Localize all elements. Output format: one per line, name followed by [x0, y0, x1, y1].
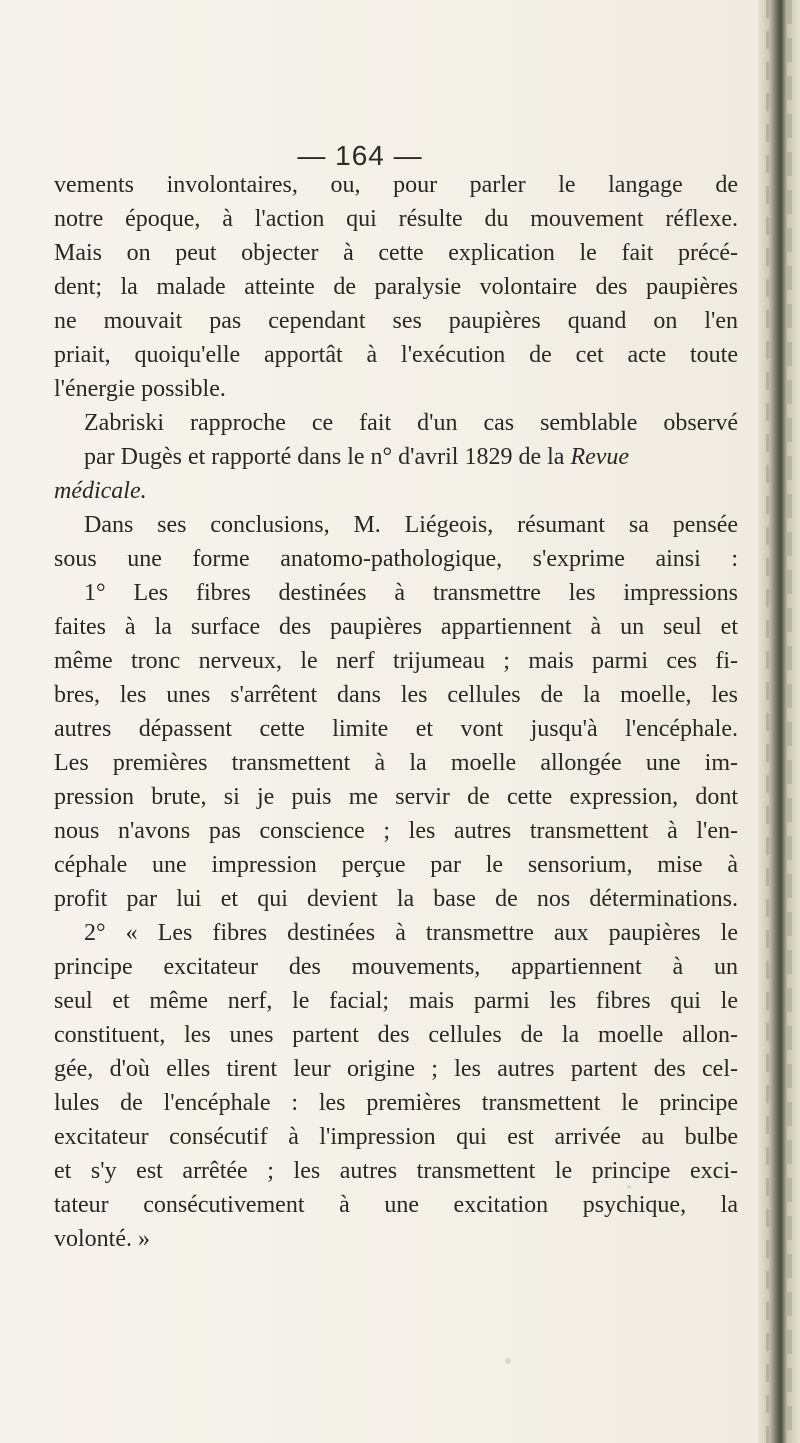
text-line: constituent, les unes partent des cellules de la moelle allon- [54, 1022, 738, 1048]
text-line: profit par lui et qui devient la base de nos déterminations. [54, 886, 738, 912]
text-line: notre époque, à l'action qui résulte du mouvement réflexe. [54, 206, 738, 232]
text-line: seul et même nerf, le facial; mais parmi les fibres qui le [54, 988, 738, 1014]
text-line: céphale une impression perçue par le sensorium, mise à [54, 852, 738, 878]
text-line: l'énergie possible. [54, 376, 226, 402]
paper-spot [505, 1358, 511, 1364]
text-line: Les premières transmettent à la moelle allongée une im- [54, 750, 738, 776]
text-line [84, 442, 688, 473]
text-line: et s'y est arrêtée ; les autres transmettent le principe exci- [54, 1158, 738, 1184]
text-line: excitateur consécutif à l'impression qui est arrivée au bulbe [54, 1124, 738, 1150]
text-line: tateur consécutivement à une excitation psychique, la [54, 1192, 738, 1218]
journal-title: Revue [570, 444, 630, 470]
text-line: nous n'avons pas conscience ; les autres transmettent à l'en- [54, 818, 738, 844]
text-line: Mais on peut objecter à cette explication le fait précé- [54, 240, 738, 266]
text-line: gée, d'où elles tirent leur origine ; les autres partent des cel- [54, 1056, 738, 1082]
text-line: bres, les unes s'arrêtent dans les cellules de la moelle, les [54, 682, 738, 708]
text-line: ne mouvait pas cependant ses paupières quand on l'en [54, 308, 738, 334]
page-number: — 164 — [297, 140, 423, 171]
text-line: Dans ses conclusions, M. Liégeois, résumant sa pensée [84, 512, 738, 538]
text-line: faites à la surface des paupières appartiennent à un seul et [54, 614, 738, 640]
page-binding-edge [758, 0, 800, 1443]
text-line: priait, quoiqu'elle apportât à l'exécution de cet acte toute [54, 342, 738, 368]
text-line: volonté. » [54, 1226, 150, 1252]
text-line: lules de l'encéphale : les premières transmettent le principe [54, 1090, 738, 1116]
text-line: vements involontaires, ou, pour parler le langage de [54, 172, 738, 198]
text-segment: par Dugès et rapporté dans le n° d'avril 1829 de la [84, 444, 565, 470]
journal-title-continued: médicale. [54, 478, 147, 504]
text-line: Zabriski rapproche ce fait d'un cas semblable observé [84, 410, 738, 436]
text-line: autres dépassent cette limite et vont jusqu'à l'encéphale. [54, 716, 738, 742]
paper-spot [627, 1185, 631, 1189]
text-line: 2° « Les fibres destinées à transmettre aux paupières le [84, 920, 738, 946]
text-line: 1° Les fibres destinées à transmettre les impressions [84, 580, 738, 606]
text-line: dent; la malade atteinte de paralysie volontaire des paupières [54, 274, 738, 300]
text-line: principe excitateur des mouvements, appartiennent à un [54, 954, 738, 980]
text-line: même tronc nerveux, le nerf trijumeau ; mais parmi ces fi- [54, 648, 738, 674]
text-line: sous une forme anatomo-pathologique, s'exprime ainsi : [54, 546, 738, 572]
text-line: pression brute, si je puis me servir de cette expression, dont [54, 784, 738, 810]
